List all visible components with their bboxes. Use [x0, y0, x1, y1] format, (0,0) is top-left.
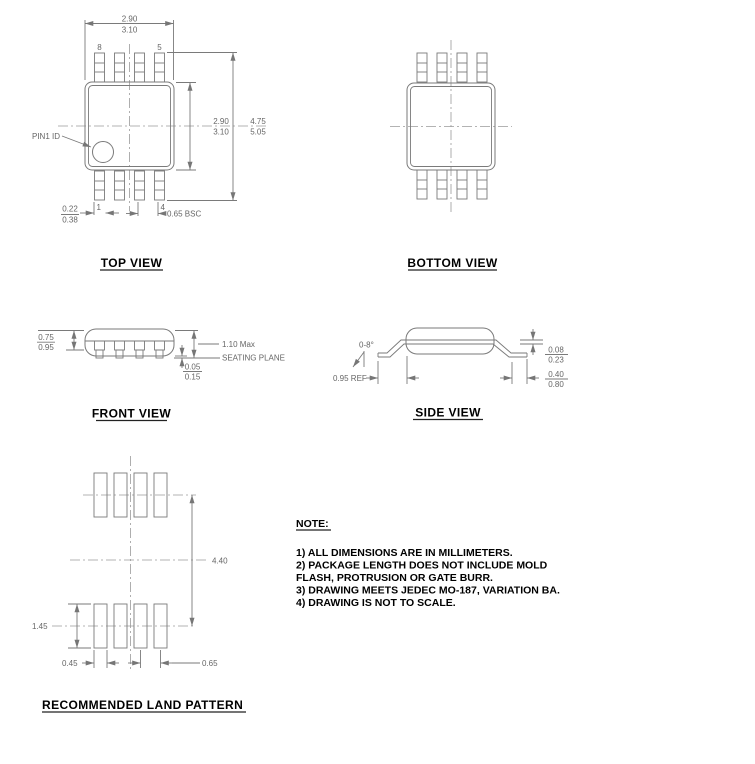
front-view-title: FRONT VIEW	[91, 406, 172, 421]
lead	[155, 341, 165, 358]
note-line: FLASH, PROTRUSION OR GATE BURR.	[296, 572, 493, 584]
lead-bottom-edge	[378, 344, 527, 357]
dim-value-pitch: 0.65 BSC	[167, 209, 202, 219]
dim-value-lower: 3.10	[213, 127, 229, 137]
note-title: NOTE:	[296, 518, 329, 530]
dim-value-angle: 0-8°	[359, 340, 374, 350]
pin	[155, 53, 165, 82]
bottom-view	[390, 40, 512, 270]
top-view-title: TOP VIEW	[100, 256, 163, 270]
seating-plane-label: SEATING PLANE	[222, 353, 285, 363]
pin	[437, 170, 447, 199]
dim-row-span	[192, 495, 228, 626]
pin	[477, 53, 487, 82]
pin	[95, 171, 105, 200]
pin	[155, 171, 165, 200]
dim-value-ref: 0.95 REF	[333, 374, 367, 383]
lead	[115, 341, 125, 358]
dim-value-lower: 0.23	[548, 355, 564, 365]
side-view-title: SIDE VIEW	[415, 405, 481, 420]
dim-value-upper: 0.40	[548, 370, 564, 379]
package-body-profile	[406, 328, 494, 354]
dim-value-pitch: 0.65	[202, 659, 218, 668]
note-line: 4) DRAWING IS NOT TO SCALE.	[296, 597, 456, 609]
dim-pad-pitch	[128, 650, 218, 668]
notes-block	[296, 518, 560, 609]
pin	[437, 53, 447, 82]
pin-number-4: 4	[160, 203, 165, 212]
front-view	[37, 329, 285, 421]
dim-lead-angle	[353, 341, 374, 368]
dim-value-upper: 0.75	[38, 333, 54, 342]
dim-body-thickness	[37, 331, 84, 353]
dim-value-lower: 0.38	[62, 215, 78, 225]
leader-line	[62, 136, 91, 147]
pin-number-8: 8	[97, 43, 102, 52]
pin1-id-label: PIN1 ID	[32, 132, 61, 141]
dim-standoff	[175, 345, 202, 382]
side-view	[333, 328, 568, 420]
dim-lead-pitch	[126, 202, 201, 219]
dim-value-span: 4.40	[212, 556, 228, 566]
pin1-id-callout	[32, 132, 91, 147]
land-pattern	[32, 456, 246, 712]
dim-value-lower: 0.80	[548, 380, 564, 389]
dim-value-upper: 0.05	[184, 362, 201, 372]
pin	[115, 53, 125, 82]
dim-lead-length-ref	[333, 356, 419, 384]
pin	[95, 53, 105, 82]
lead-top-edge	[378, 340, 527, 353]
dim-value-width: 0.45	[62, 659, 78, 668]
package-body-profile	[85, 329, 174, 356]
pin1-id-circle	[93, 142, 114, 163]
pin-number-5: 5	[157, 43, 162, 52]
pin	[477, 170, 487, 199]
pin	[417, 53, 427, 82]
dim-value-lower: 5.05	[250, 127, 266, 137]
note-line: 3) DRAWING MEETS JEDEC MO-187, VARIATION BA.	[296, 584, 560, 597]
lead	[95, 341, 105, 358]
dim-lead-width	[61, 202, 119, 225]
seating-plane	[174, 354, 285, 363]
dim-lead-span	[167, 53, 266, 201]
dim-value-lower: 0.15	[184, 372, 201, 382]
note-line: 2) PACKAGE LENGTH DOES NOT INCLUDE MOLD	[296, 559, 548, 572]
dim-pad-width	[62, 650, 119, 668]
pin	[135, 53, 145, 82]
dim-value-upper: 2.90	[213, 117, 229, 126]
dim-value-height: 1.45	[32, 622, 48, 631]
dim-value-lower: 3.10	[121, 25, 138, 35]
pin	[135, 171, 145, 200]
dim-value-lower: 0.95	[38, 343, 54, 352]
dim-value-upper: 2.90	[121, 14, 138, 24]
bottom-view-title: BOTTOM VIEW	[407, 256, 498, 270]
land-pattern-title: RECOMMENDED LAND PATTERN	[42, 698, 244, 712]
pin	[457, 170, 467, 199]
dim-value-upper: 0.22	[62, 204, 78, 214]
note-line: 1) ALL DIMENSIONS ARE IN MILLIMETERS.	[296, 547, 513, 559]
pin	[457, 53, 467, 82]
dim-value-upper: 4.75	[250, 117, 266, 126]
pin	[417, 170, 427, 199]
top-view	[32, 15, 268, 271]
pin	[115, 171, 125, 200]
dim-value-max-height: 1.10 Max	[222, 340, 255, 349]
lead	[135, 341, 145, 358]
pin-number-1: 1	[96, 203, 101, 212]
dim-value-upper: 0.08	[548, 345, 564, 355]
